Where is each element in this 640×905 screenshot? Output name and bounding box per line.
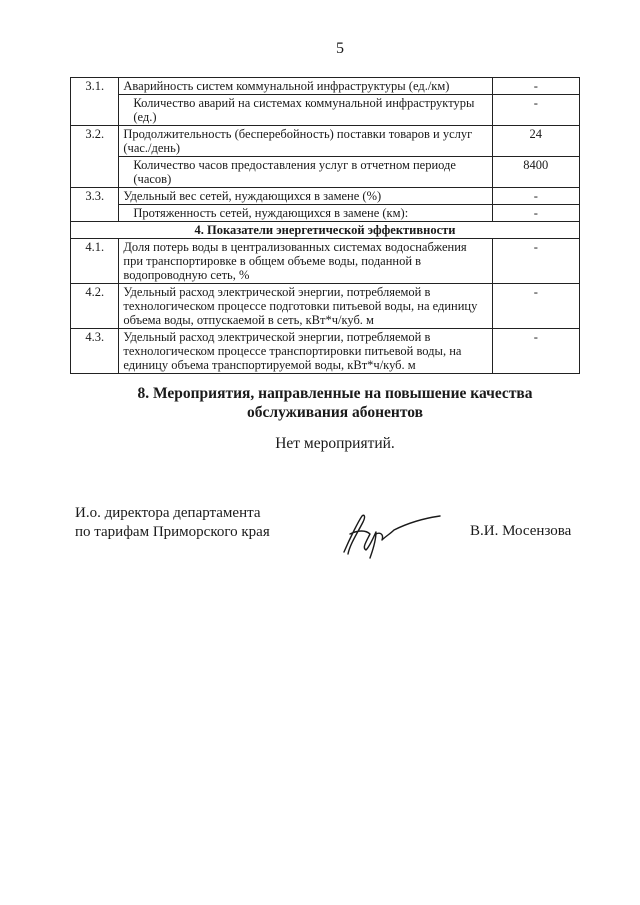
- page-number: 5: [336, 40, 344, 57]
- signer-name: В.И. Мосензова: [470, 523, 572, 539]
- table-row: [71, 239, 580, 284]
- table-row: [71, 329, 580, 374]
- indicators-table: [70, 77, 580, 374]
- row-number: 3.3.: [71, 188, 119, 222]
- table-row: [71, 188, 580, 205]
- section-title: 4. Показатели энергетической эффективности: [71, 222, 580, 239]
- signer-position-line: по тарифам Приморского края: [75, 524, 270, 540]
- row-value: 24: [492, 126, 579, 157]
- handwritten-signature: [336, 508, 446, 560]
- row-value: -: [492, 188, 579, 205]
- table-row: [71, 126, 580, 157]
- row-description: Доля потерь воды в централизованных системах водоснабжения при транспортировке в общем объеме воды, поданной в водопроводную сеть, %: [119, 239, 492, 284]
- row-value: -: [492, 78, 579, 95]
- row-value: 8400: [492, 157, 579, 188]
- row-value: -: [492, 205, 579, 222]
- section-title-row: [71, 222, 580, 239]
- row-number: 4.2.: [71, 284, 119, 329]
- table-row: [71, 205, 580, 222]
- row-value: -: [492, 284, 579, 329]
- row-number: 3.1.: [71, 78, 119, 126]
- row-description: Продолжительность (бесперебойность) поставки товаров и услуг (час./день): [119, 126, 492, 157]
- row-description: Удельный вес сетей, нуждающихся в замене (%): [119, 188, 492, 205]
- no-measures-text: Нет мероприятий.: [275, 435, 395, 452]
- row-description: Количество аварий на системах коммунальной инфраструктуры (ед.): [119, 95, 492, 126]
- table-row: [71, 95, 580, 126]
- section-8-heading-line: 8. Мероприятия, направленные на повышение качества: [137, 385, 533, 402]
- row-value: -: [492, 239, 579, 284]
- row-description: Количество часов предоставления услуг в отчетном периоде (часов): [119, 157, 492, 188]
- signer-position-line: И.о. директора департамента: [75, 505, 261, 521]
- row-description: Удельный расход электрической энергии, потребляемой в технологическом процессе транспортировки питьевой воды, на единицу объема транспортируемой воды, кВт*ч/куб. м: [119, 329, 492, 374]
- row-description: Аварийность систем коммунальной инфраструктуры (ед./км): [119, 78, 492, 95]
- table-row: [71, 78, 580, 95]
- section-8-heading: [70, 384, 600, 422]
- signer-position: [75, 504, 270, 542]
- row-number: 3.2.: [71, 126, 119, 188]
- row-value: -: [492, 329, 579, 374]
- row-value: -: [492, 95, 579, 126]
- row-description: Удельный расход электрической энергии, потребляемой в технологическом процессе подготовки питьевой воды, на единицу объема воды, отпускаемой в сеть, кВт*ч/куб. м: [119, 284, 492, 329]
- row-number: 4.3.: [71, 329, 119, 374]
- row-description: Протяженность сетей, нуждающихся в замене (км):: [119, 205, 492, 222]
- table-row: [71, 284, 580, 329]
- row-number: 4.1.: [71, 239, 119, 284]
- section-8-heading-line: обслуживания абонентов: [247, 404, 423, 421]
- table-row: [71, 157, 580, 188]
